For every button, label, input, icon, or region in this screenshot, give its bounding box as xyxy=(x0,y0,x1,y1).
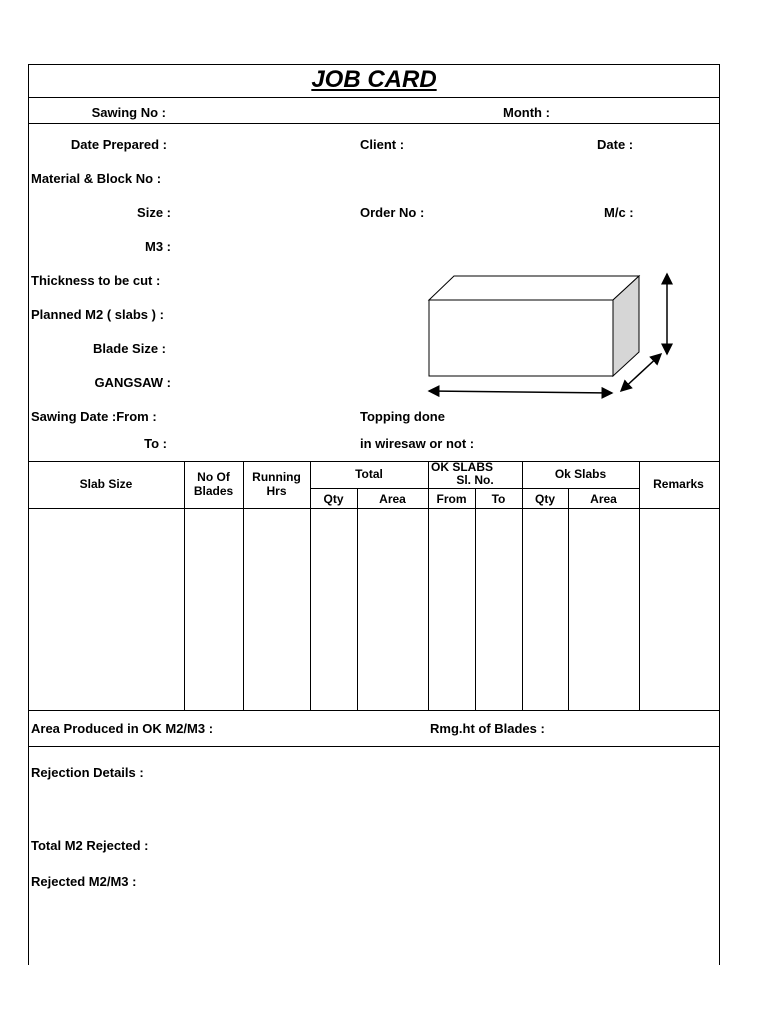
date-prepared-label: Date Prepared : xyxy=(70,137,167,152)
page-title: JOB CARD xyxy=(311,66,437,93)
block-top-face xyxy=(429,276,639,300)
gangsaw-label: GANGSAW : xyxy=(94,375,171,390)
total-m2-rejected-label: Total M2 Rejected : xyxy=(31,838,149,853)
th-ok-area: Area xyxy=(590,492,617,506)
mc-label: M/c : xyxy=(604,205,634,220)
length-arrow xyxy=(429,391,612,393)
th-total-qty: Qty xyxy=(323,492,344,506)
m3-label: M3 : xyxy=(145,239,171,254)
th-remarks: Remarks xyxy=(653,477,704,491)
th-from: From xyxy=(436,492,467,506)
th-ok-slabs: Ok Slabs xyxy=(554,467,607,481)
sawing-no-label: Sawing No : xyxy=(91,105,166,120)
area-produced-label: Area Produced in OK M2/M3 : xyxy=(31,721,214,736)
month-label: Month : xyxy=(503,105,550,120)
topping-done-label: Topping done xyxy=(360,409,445,424)
th-running-hrs-line1: Running xyxy=(252,470,301,484)
size-label: Size : xyxy=(137,205,171,220)
th-total-area: Area xyxy=(379,492,406,506)
th-running-hrs xyxy=(243,470,310,498)
blade-size-label: Blade Size : xyxy=(93,341,166,356)
rmg-ht-label: Rmg.ht of Blades : xyxy=(430,721,545,736)
th-no-of-blades-line1: No Of xyxy=(197,470,230,484)
th-no-of-blades xyxy=(184,470,243,498)
material-block-label: Material & Block No : xyxy=(31,171,162,186)
th-no-of-blades-line2: Blades xyxy=(193,484,234,498)
th-ok-slabs-sl-line2: Sl. No. xyxy=(456,473,494,487)
thickness-label: Thickness to be cut : xyxy=(31,273,161,288)
rejected-m2-m3-label: Rejected M2/M3 : xyxy=(31,874,137,889)
rejection-details-label: Rejection Details : xyxy=(31,765,144,780)
to-label: To : xyxy=(144,436,167,451)
th-total: Total xyxy=(355,467,383,481)
date-label: Date : xyxy=(597,137,634,152)
th-running-hrs-line2: Hrs xyxy=(266,484,287,498)
block-front-face xyxy=(429,300,613,376)
sawing-date-from-label: Sawing Date :From : xyxy=(31,409,157,424)
th-ok-slabs-sl-no xyxy=(428,461,522,487)
th-slab-size: Slab Size xyxy=(79,477,133,491)
th-to: To xyxy=(491,492,506,506)
client-label: Client : xyxy=(360,137,405,152)
order-no-label: Order No : xyxy=(360,205,425,220)
th-ok-slabs-sl-line1: OK SLABS xyxy=(431,460,494,474)
planned-m2-label: Planned M2 ( slabs ) : xyxy=(31,307,164,322)
th-ok-qty: Qty xyxy=(534,492,555,506)
in-wiresaw-label: in wiresaw or not : xyxy=(360,436,475,451)
